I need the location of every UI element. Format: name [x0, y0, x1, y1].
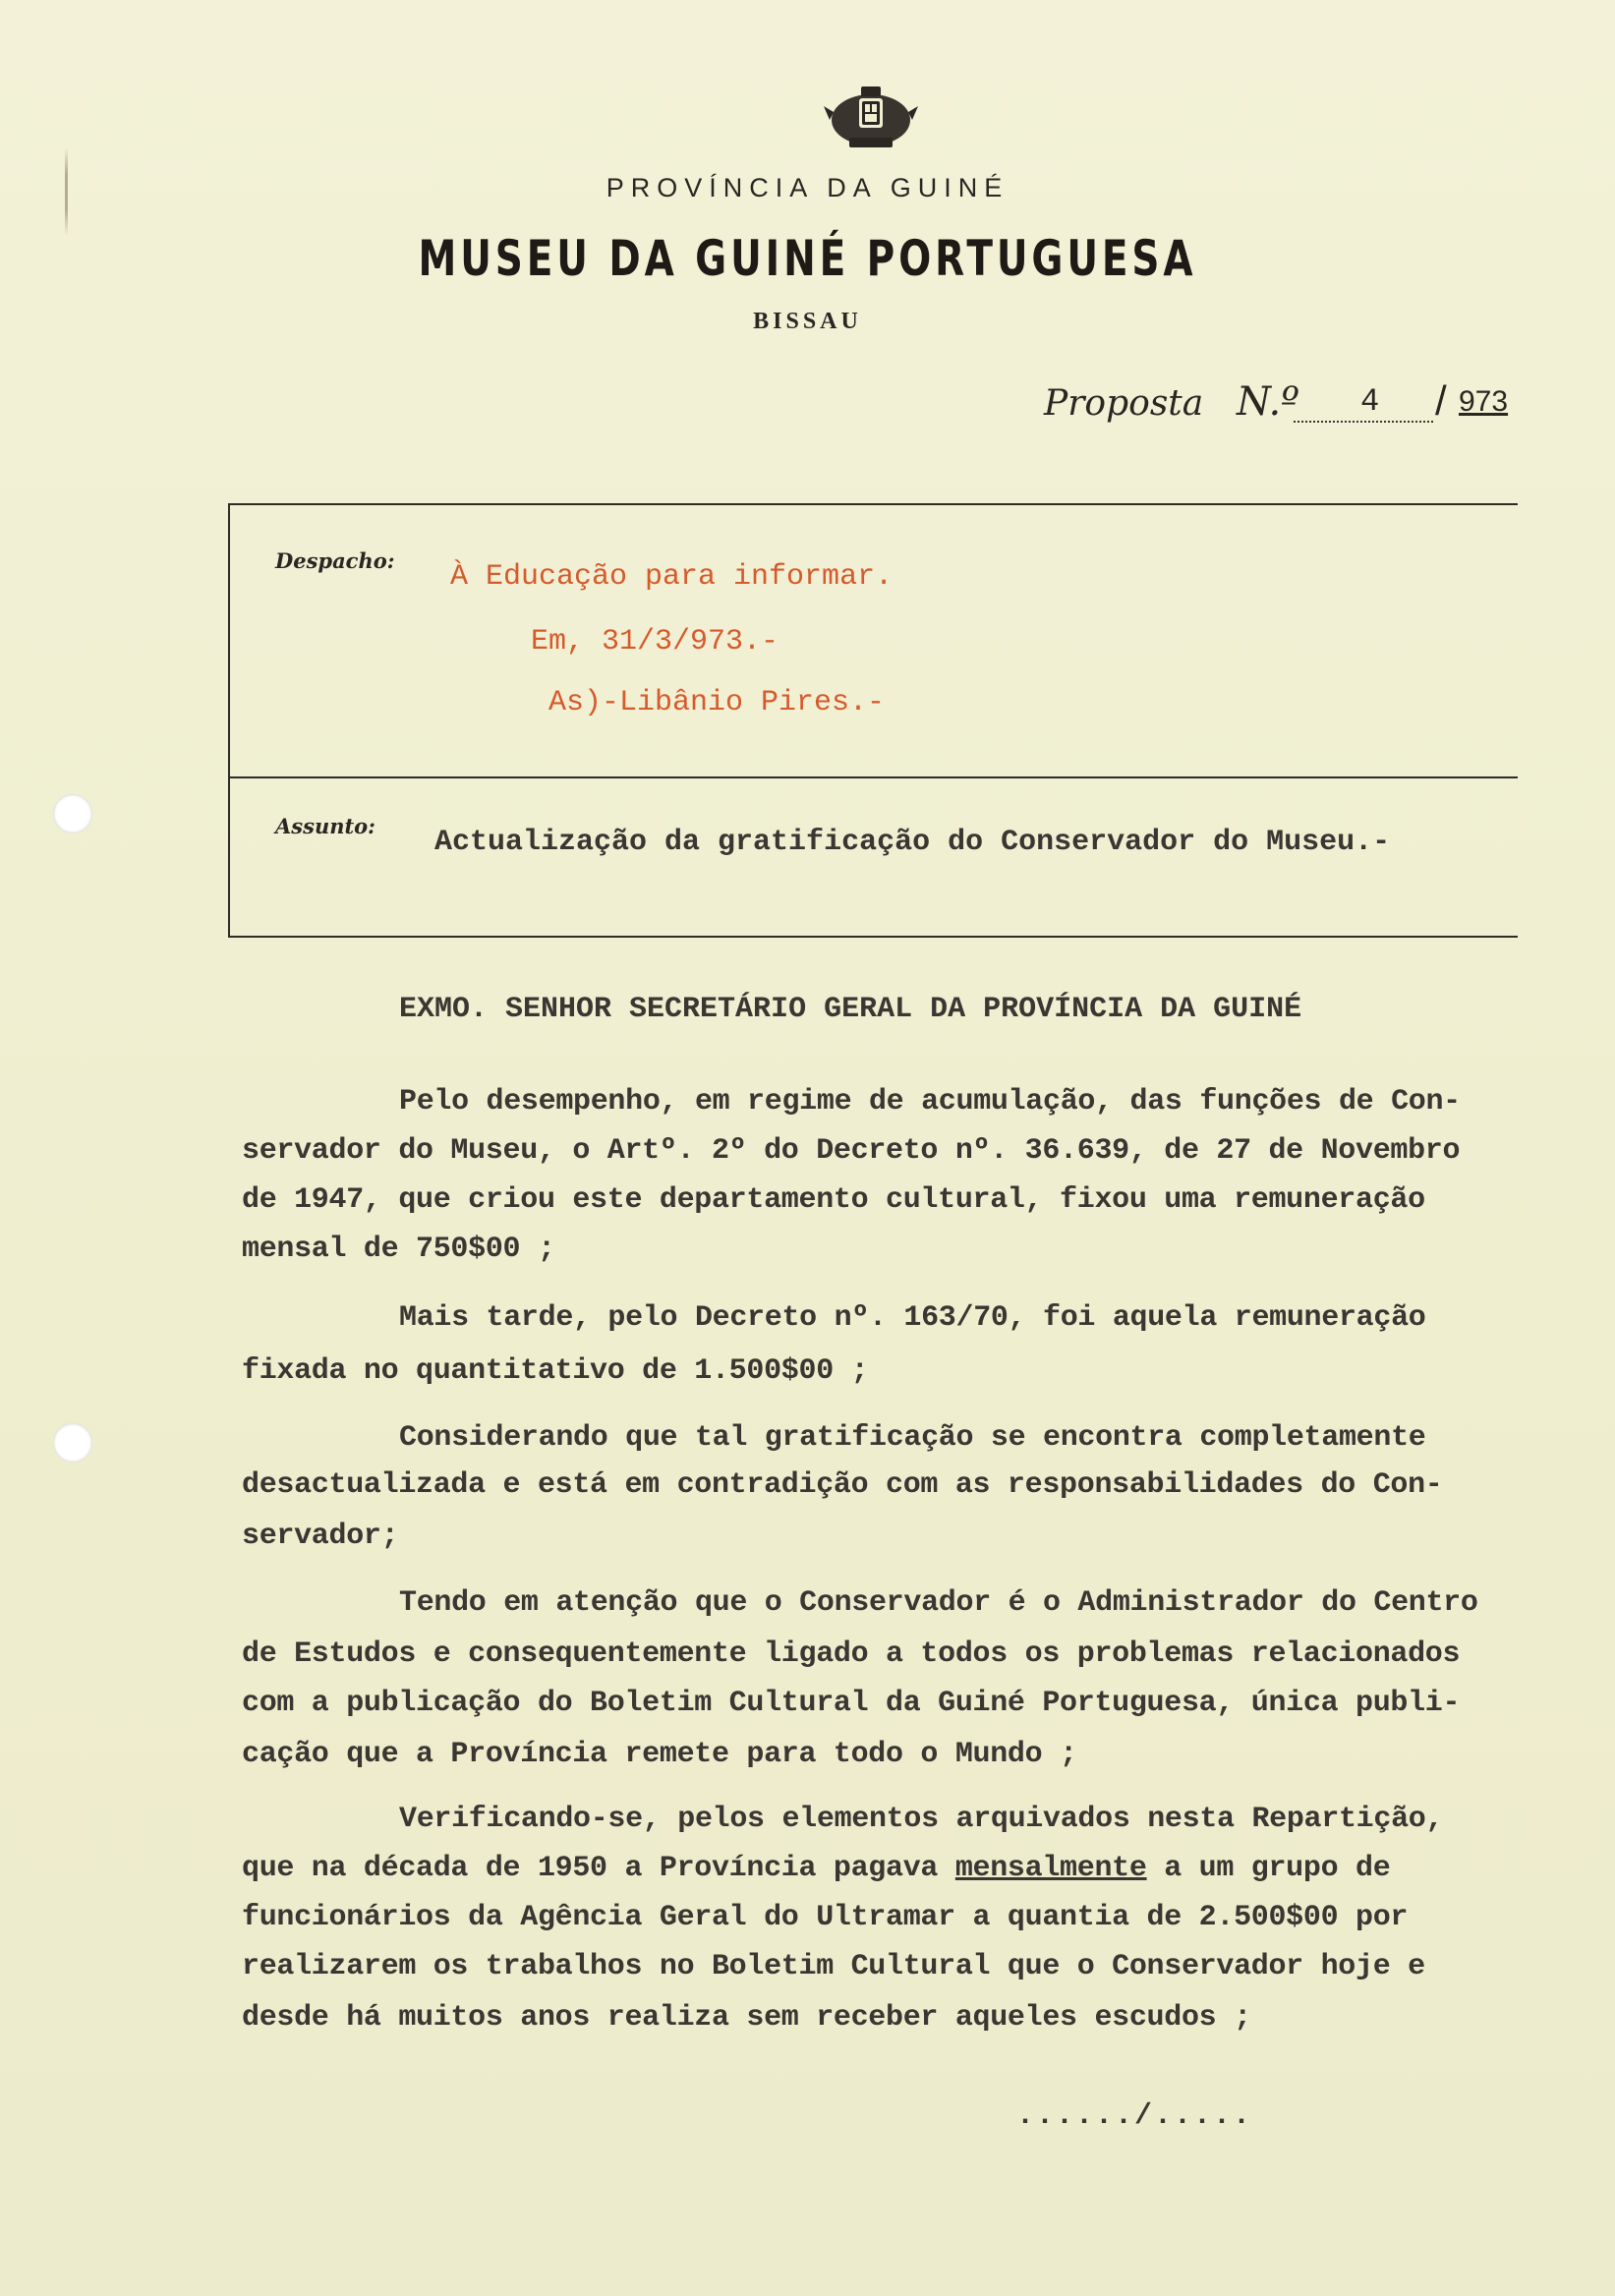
paragraph-line: funcionários da Agência Geral do Ultramar a quantia de 2.500$00 por: [242, 1901, 1409, 1934]
assunto-label: Assunto:: [275, 814, 375, 838]
paragraph-line: desactualizada e está em contradição com as responsabilidades do Con-: [242, 1468, 1443, 1502]
paragraph-text: a um grupo de: [1146, 1852, 1391, 1885]
paragraph-line: [242, 1852, 1390, 1885]
punch-hole-top: [53, 794, 92, 833]
paragraph-line: fixada no quantitativo de 1.500$00 ;: [242, 1354, 869, 1388]
proposta-label: Proposta: [1044, 383, 1204, 424]
paragraph-line: de 1947, que criou este departamento cultural, fixou uma remuneração: [242, 1183, 1425, 1217]
letterhead-province: PROVÍNCIA DA GUINÉ: [606, 173, 1009, 202]
proposta-dotted-line: [1294, 421, 1433, 423]
punch-hole-bottom: [53, 1423, 92, 1463]
paragraph-line: mensal de 750$00 ;: [242, 1233, 555, 1266]
paragraph-line: realizarem os trabalhos no Boletim Cultural que o Conservador hoje e: [242, 1950, 1425, 1983]
paragraph-line: servador do Museu, o Artº. 2º do Decreto nº. 36.639, de 27 de Novembro: [242, 1134, 1461, 1168]
paragraph-line: de Estudos e consequentemente ligado a todos os problemas relacionados: [242, 1637, 1461, 1671]
despacho-line: As)-Libânio Pires.-: [548, 686, 886, 719]
paragraph-line: desde há muitos anos realiza sem receber aqueles escudos ;: [242, 2001, 1251, 2035]
paragraph-line: com a publicação do Boletim Cultural da Guiné Portuguesa, única publi-: [242, 1687, 1461, 1720]
proposta-separator: /: [1435, 377, 1447, 424]
salutation: EXMO. SENHOR SECRETÁRIO GERAL DA PROVÍNCIA DA GUINÉ: [399, 993, 1302, 1026]
coat-of-arms-emblem: [822, 81, 920, 159]
box-divider: [228, 776, 1518, 778]
paragraph-text: que na década de 1950 a Província pagava: [242, 1852, 955, 1885]
letterhead-city: BISSAU: [753, 309, 862, 334]
despacho-label: Despacho:: [275, 548, 395, 573]
paragraph-line: Verificando-se, pelos elementos arquivados nesta Repartição,: [399, 1803, 1444, 1836]
paragraph-line: Tendo em atenção que o Conservador é o Administrador do Centro: [399, 1586, 1478, 1620]
paragraph-line: servador;: [242, 1520, 399, 1553]
proposta-number-label: N.º: [1237, 379, 1299, 425]
paragraph-line: Pelo desempenho, em regime de acumulação, das funções de Con-: [399, 1085, 1461, 1119]
paragraph-line: Considerando que tal gratificação se encontra completamente: [399, 1421, 1426, 1455]
proposta-number: 4: [1360, 383, 1380, 420]
despacho-line: À Educação para informar.: [450, 560, 894, 594]
letterhead-institution: MUSEU DA GUINÉ PORTUGUESA: [418, 230, 1197, 287]
underlined-word: mensalmente: [954, 1852, 1147, 1885]
paragraph-line: Mais tarde, pelo Decreto nº. 163/70, foi aquela remuneração: [399, 1301, 1426, 1335]
continuation-mark: ....../.....: [1016, 2099, 1253, 2133]
despacho-line: Em, 31/3/973.-: [531, 625, 779, 659]
paragraph-line: cação que a Província remete para todo o Mundo ;: [242, 1738, 1077, 1771]
assunto-text: Actualização da gratificação do Conservador do Museu.-: [434, 826, 1391, 859]
proposta-year: 973: [1459, 385, 1509, 418]
